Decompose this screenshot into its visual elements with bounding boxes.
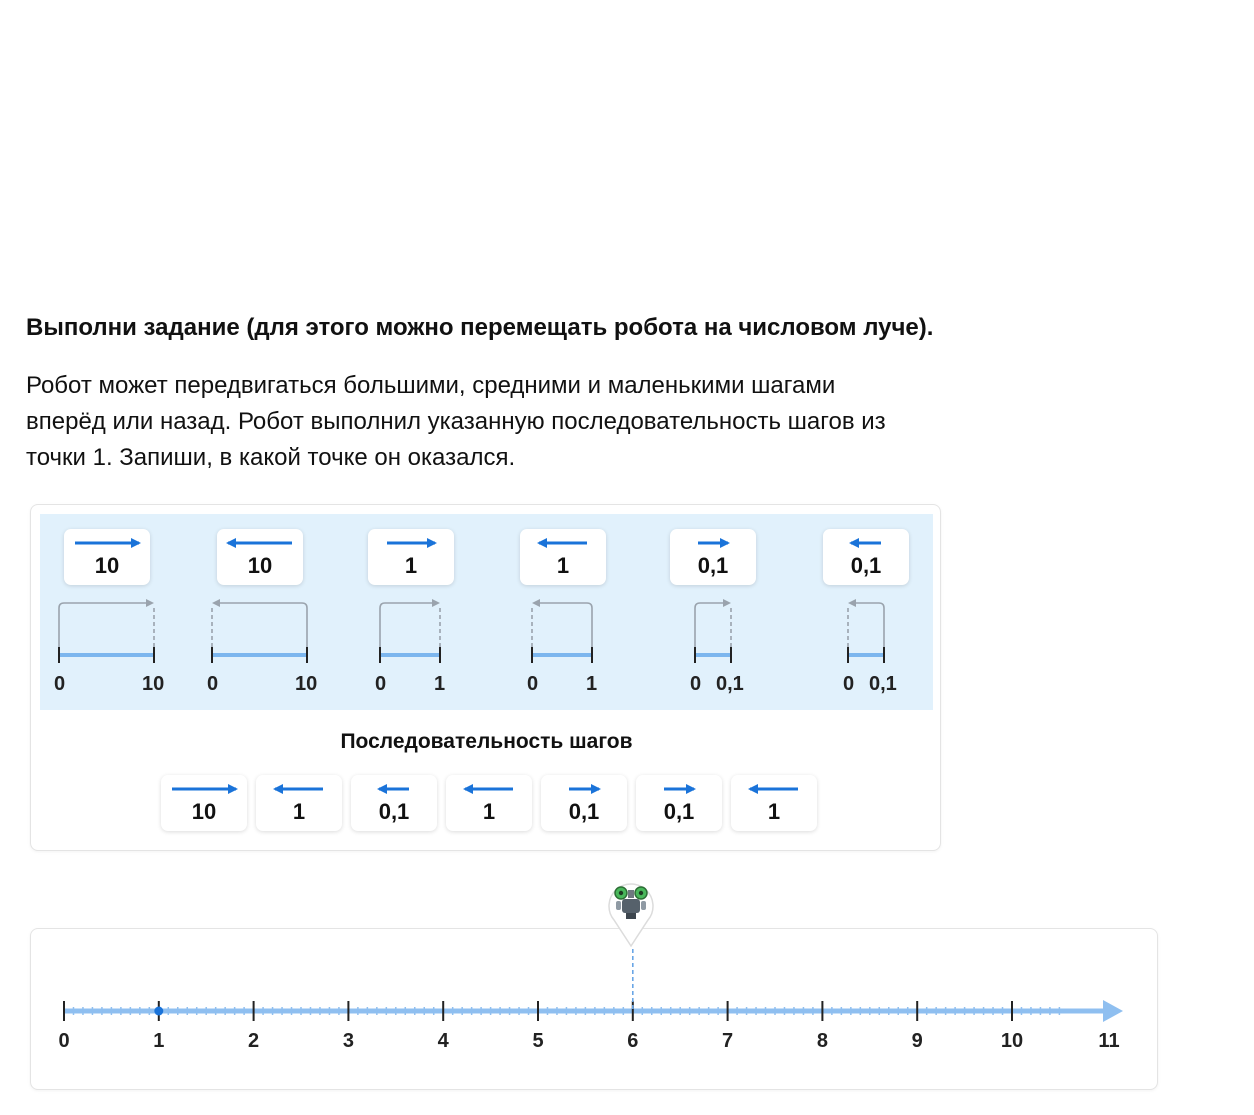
number-line-label: 11 [1098, 1030, 1120, 1052]
arrow-left-icon [823, 535, 909, 551]
arrow-left-icon [446, 781, 532, 797]
step-value: 10 [247, 553, 273, 578]
arrow-left-icon [731, 781, 817, 797]
number-line-label: 7 [722, 1030, 734, 1052]
start-point [154, 1007, 163, 1016]
number-line-label: 3 [342, 1030, 354, 1052]
arrow-right-icon [670, 535, 756, 551]
step-card [368, 529, 454, 585]
step-value: 10 [94, 553, 120, 578]
number-line [31, 929, 1159, 1091]
step-value: 0,1 [697, 553, 729, 578]
step-value: 1 [556, 553, 570, 578]
step-card [217, 529, 303, 585]
step-card [670, 529, 756, 585]
step-value: 0,1 [378, 799, 410, 824]
step-card [64, 529, 150, 585]
jump-label-from: 0 [375, 673, 387, 695]
jump-label-from: 0 [527, 673, 539, 695]
jump-diagram [54, 594, 169, 674]
sequence-step-card [446, 775, 532, 831]
number-line-label: 1 [153, 1030, 165, 1052]
arrow-left-icon [217, 535, 303, 551]
jump-label-to: 10 [295, 673, 318, 695]
number-line-label: 4 [437, 1030, 449, 1052]
jump-diagram [527, 594, 607, 674]
jump-label-to: 0,1 [869, 673, 897, 695]
step-value: 1 [767, 799, 781, 824]
arrow-right-icon [541, 781, 627, 797]
arrow-left-icon [256, 781, 342, 797]
task-description [26, 368, 956, 476]
sequence-step-card [541, 775, 627, 831]
number-line-card [30, 928, 1158, 1090]
task-line: вперёд или назад. Робот выполнил указанную последовательность шагов из [26, 408, 886, 435]
number-line-label: 10 [1000, 1030, 1024, 1052]
jump-diagram [375, 594, 455, 674]
task-title: Выполни задание (для этого можно перемещать робота на числовом луче). [26, 314, 934, 341]
sequence-step-card [636, 775, 722, 831]
arrow-right-icon [368, 535, 454, 551]
sequence-step-card [351, 775, 437, 831]
jump-label-from: 0 [54, 673, 66, 695]
arrow-right-icon [64, 535, 150, 551]
step-value: 0,1 [663, 799, 695, 824]
number-line-label: 0 [58, 1030, 70, 1052]
jump-label-from: 0 [207, 673, 219, 695]
jump-diagram [843, 594, 899, 674]
arrow-left-icon [520, 535, 606, 551]
number-line-label: 6 [627, 1030, 639, 1052]
robot-marker[interactable] [604, 880, 658, 948]
jump-label-from: 0 [843, 673, 855, 695]
jump-label-to: 0,1 [716, 673, 744, 695]
arrow-right-icon [161, 781, 247, 797]
sequence-title: Последовательность шагов [340, 730, 633, 753]
number-line-label: 8 [816, 1030, 828, 1052]
step-card [520, 529, 606, 585]
step-value: 1 [404, 553, 418, 578]
jump-label-to: 1 [586, 673, 598, 695]
jump-diagram [207, 594, 322, 674]
jump-label-from: 0 [690, 673, 702, 695]
step-legend [40, 514, 933, 710]
sequence-step-card [161, 775, 247, 831]
number-line-label: 9 [911, 1030, 923, 1052]
number-line-label: 2 [248, 1030, 260, 1052]
sequence-step-card [731, 775, 817, 831]
steps-card [30, 504, 941, 851]
number-line-arrowhead [1103, 1000, 1123, 1022]
step-value: 10 [191, 799, 217, 824]
arrow-right-icon [636, 781, 722, 797]
step-value: 1 [482, 799, 496, 824]
step-value: 0,1 [568, 799, 600, 824]
step-card [823, 529, 909, 585]
arrow-left-icon [351, 781, 437, 797]
jump-diagram [690, 594, 746, 674]
step-value: 0,1 [850, 553, 882, 578]
jump-label-to: 1 [434, 673, 446, 695]
task-line: Робот может передвигаться большими, средними и маленькими шагами [26, 372, 836, 399]
task-line: точки 1. Запиши, в какой точке он оказался. [26, 444, 516, 471]
sequence-step-card [256, 775, 342, 831]
jump-label-to: 10 [142, 673, 165, 695]
number-line-label: 5 [532, 1030, 544, 1052]
step-value: 1 [292, 799, 306, 824]
